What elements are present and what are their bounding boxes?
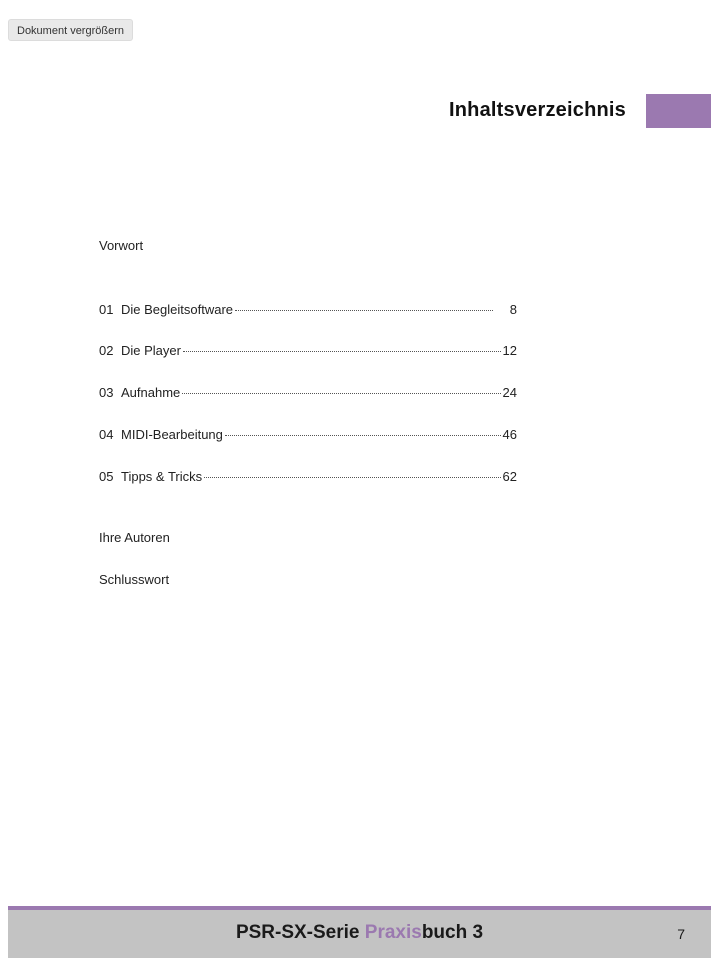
page-title: Inhaltsverzeichnis [449, 99, 626, 121]
book-title [8, 922, 711, 944]
chapter-page: 8 [509, 302, 517, 317]
chapter-number: 02 [99, 343, 114, 358]
chapter-number: 04 [99, 427, 114, 442]
chapter-title: Die Begleitsoftware [121, 302, 233, 317]
toc-entry-epilogue[interactable]: Schlusswort [99, 572, 170, 587]
book-title-part1: PSR-SX-Serie [235, 922, 365, 943]
toc-entry-chapter-01[interactable] [99, 302, 517, 317]
dot-leader [235, 310, 493, 311]
toc-entry-chapter-05[interactable] [99, 469, 517, 484]
dot-leader [183, 351, 501, 352]
book-title-part2: buch 3 [421, 922, 484, 943]
toc-entry-authors[interactable]: Ihre Autoren [99, 530, 170, 545]
dot-leader [225, 435, 501, 436]
chapter-title: Die Player [121, 343, 181, 358]
book-title-accent: Praxis [364, 922, 422, 943]
toc-entry-preface[interactable]: Vorwort [99, 238, 144, 253]
chapter-page: 24 [502, 385, 517, 400]
dot-leader [204, 477, 500, 478]
page-footer [8, 910, 711, 958]
page-number: 7 [677, 926, 685, 942]
chapter-title: MIDI-Bearbeitung [121, 427, 223, 442]
chapter-number: 03 [99, 385, 114, 400]
header-accent-tab [646, 94, 711, 128]
chapter-page: 12 [502, 343, 517, 358]
toc-entry-chapter-02[interactable] [99, 343, 517, 358]
chapter-title: Tipps & Tricks [121, 469, 203, 484]
chapter-number: 01 [99, 302, 114, 317]
chapter-title: Aufnahme [121, 385, 181, 400]
enlarge-document-button[interactable]: Dokument vergrößern [8, 19, 133, 41]
toc-entry-chapter-04[interactable] [99, 427, 517, 442]
chapter-page: 62 [502, 469, 517, 484]
toc-entry-chapter-03[interactable] [99, 385, 517, 400]
chapter-page: 46 [502, 427, 517, 442]
dot-leader [182, 393, 500, 394]
chapter-number: 05 [99, 469, 114, 484]
